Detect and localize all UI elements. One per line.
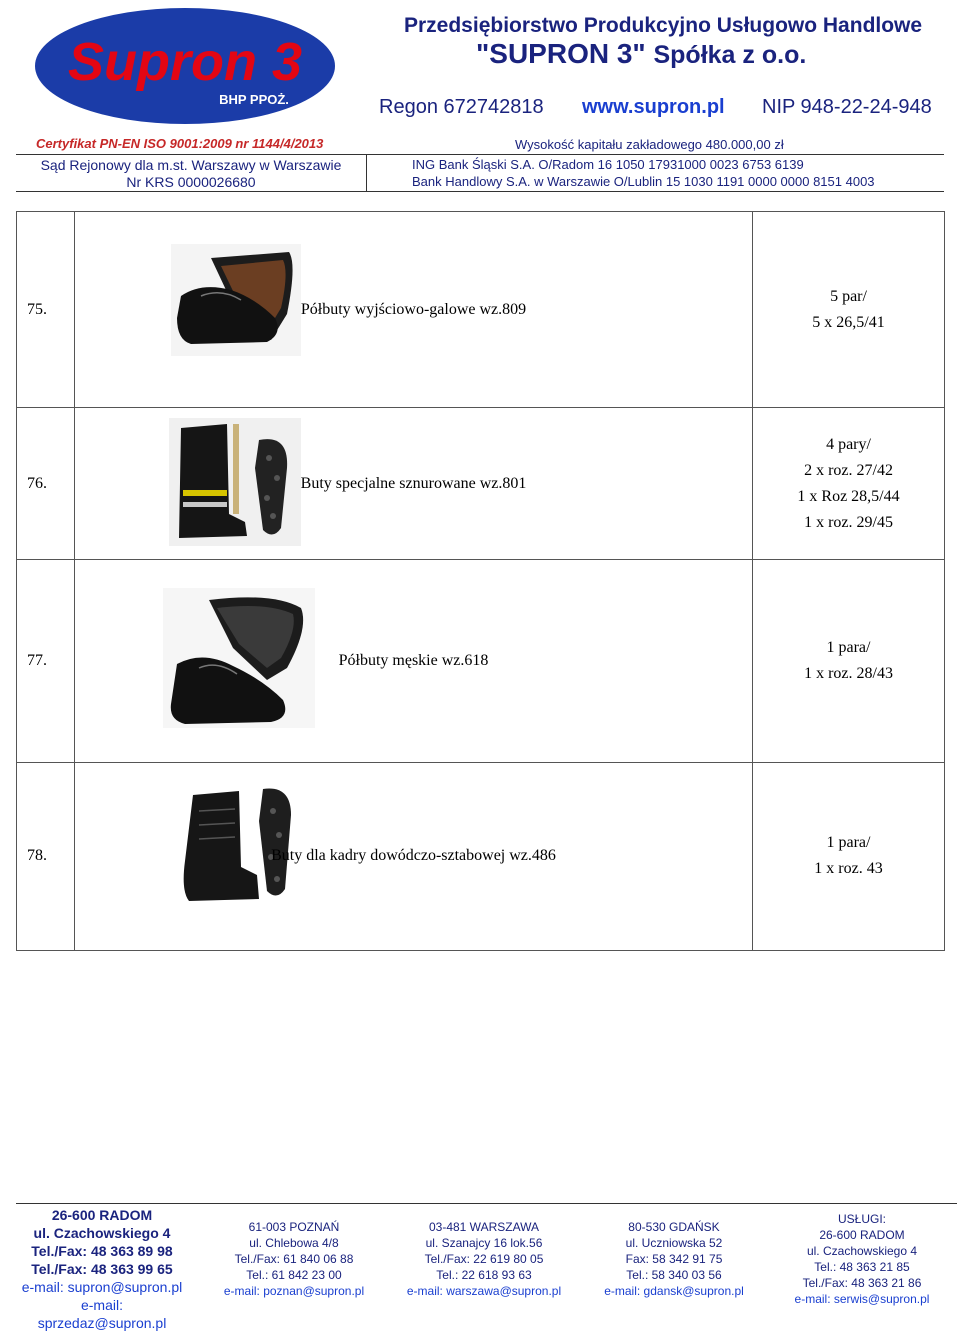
item-description: Buty dla kadry dowódczo-sztabowej wz.486 xyxy=(271,847,556,865)
item-description: Półbuty wyjściowo-galowe wz.809 xyxy=(300,300,527,318)
company-suffix: Spółka z o.o. xyxy=(653,41,807,69)
quantity-line: 5 par/ xyxy=(830,287,867,305)
footer-divider xyxy=(16,1203,957,1204)
product-table xyxy=(16,211,945,951)
footer-warszawa-phone1: Tel./Fax: 22 619 80 05 xyxy=(424,1252,544,1266)
table-row xyxy=(17,408,945,560)
nip-number: NIP 948-22-24-948 xyxy=(762,96,932,118)
footer-gdansk xyxy=(594,1219,754,1299)
header-divider-bottom xyxy=(16,191,944,192)
footer-warszawa-email[interactable]: e-mail: warszawa@supron.pl xyxy=(406,1284,562,1298)
item-number: 78. xyxy=(17,762,75,950)
header-divider-top xyxy=(16,154,944,155)
footer-poznan-phone2: Tel.: 61 842 23 00 xyxy=(246,1268,342,1282)
krs-number: Nr KRS 0000026680 xyxy=(126,174,256,190)
footer-poznan-email[interactable]: e-mail: poznan@supron.pl xyxy=(223,1284,365,1298)
website-link[interactable]: www.supron.pl xyxy=(582,96,725,118)
quantity-line: 1 x roz. 28/43 xyxy=(804,665,893,683)
footer-uslugi-phone1: Tel.: 48 363 21 85 xyxy=(814,1260,910,1274)
footer-gdansk-phone2: Tel.: 58 340 03 56 xyxy=(626,1268,722,1282)
footer-warszawa-city: 03-481 WARSZAWA xyxy=(428,1220,540,1234)
item-description: Półbuty męskie wz.618 xyxy=(338,652,489,670)
footer-gdansk-street: ul. Uczniowska 52 xyxy=(625,1236,723,1250)
share-capital: Wysokość kapitału zakładowego 480.000,00 zł xyxy=(515,137,784,152)
item-description-cell xyxy=(75,408,753,560)
footer-warszawa-street: ul. Szanajcy 16 lok.56 xyxy=(425,1236,543,1250)
footer-warszawa xyxy=(402,1219,566,1299)
item-quantity xyxy=(753,408,945,560)
court-registration: Sąd Rejonowy dla m.st. Warszawy w Warszawie xyxy=(40,157,342,173)
footer-poznan-phone1: Tel./Fax: 61 840 06 88 xyxy=(234,1252,354,1266)
footer-poznan-city: 61-003 POZNAŃ xyxy=(248,1220,340,1234)
quantity-line: 1 para/ xyxy=(826,834,871,852)
footer-radom-email2[interactable]: e-mail: sprzedaz@supron.pl xyxy=(37,1297,167,1331)
logo-text: Supron 3 xyxy=(67,32,303,92)
item-number: 75. xyxy=(17,212,75,408)
quantity-line: 4 pary/ xyxy=(826,435,871,453)
bank-account-ing: ING Bank Śląski S.A. O/Radom 16 1050 17931000 0023 6753 6139 xyxy=(412,157,804,172)
footer-radom-email1[interactable]: e-mail: supron@supron.pl xyxy=(21,1279,183,1295)
quantity-line: 5 x 26,5/41 xyxy=(812,313,885,331)
item-quantity xyxy=(753,560,945,762)
quantity-line: 2 x roz. 27/42 xyxy=(804,461,893,479)
company-brand: "SUPRON 3" xyxy=(476,38,646,69)
footer-poznan-street: ul. Chlebowa 4/8 xyxy=(249,1236,339,1250)
company-name-line1: Przedsiębiorstwo Produkcyjno Usługowo Handlowe xyxy=(404,14,923,37)
regon-number: Regon 672742818 xyxy=(379,96,544,118)
footer-uslugi-city: 26-600 RADOM xyxy=(819,1228,905,1242)
footer-warszawa-phone2: Tel.: 22 618 93 63 xyxy=(436,1268,532,1282)
footer-gdansk-city: 80-530 GDAŃSK xyxy=(628,1220,720,1234)
company-logo xyxy=(34,6,336,130)
officer-boot-icon xyxy=(179,781,301,905)
bank-account-handlowy: Bank Handlowy S.A. w Warszawie O/Lublin 15 1030 1191 0000 0000 8151 4003 xyxy=(412,174,875,189)
item-quantity xyxy=(753,212,945,408)
footer-radom-phone1: Tel./Fax: 48 363 89 98 xyxy=(31,1243,173,1259)
quantity-line: 1 x roz. 29/45 xyxy=(804,513,893,531)
footer-uslugi-phone2: Tel./Fax: 48 363 21 86 xyxy=(802,1276,922,1290)
logo-subtitle: BHP PPOŻ. xyxy=(219,92,289,107)
quantity-line: 1 x Roz 28,5/44 xyxy=(797,487,900,505)
table-row xyxy=(17,762,945,950)
footer-radom-phone2: Tel./Fax: 48 363 99 65 xyxy=(31,1261,173,1277)
table-row xyxy=(17,212,945,408)
footer-gdansk-phone1: Fax: 58 342 91 75 xyxy=(625,1252,723,1266)
quantity-line: 1 para/ xyxy=(826,639,871,657)
item-description-cell xyxy=(75,212,753,408)
quantity-line: 1 x roz. 43 xyxy=(814,860,883,878)
footer-uslugi xyxy=(782,1211,942,1307)
footer-radom xyxy=(16,1206,188,1332)
footer-gdansk-email[interactable]: e-mail: gdansk@supron.pl xyxy=(604,1284,744,1298)
item-number: 76. xyxy=(17,408,75,560)
footer-radom-street: ul. Czachowskiego 4 xyxy=(33,1225,171,1241)
footer-poznan xyxy=(214,1219,374,1299)
item-description: Buty specjalne sznurowane wz.801 xyxy=(300,474,527,492)
item-number: 77. xyxy=(17,560,75,762)
footer-radom-city: 26-600 RADOM xyxy=(51,1207,153,1223)
footer-uslugi-heading: USŁUGI: xyxy=(837,1212,886,1226)
header-divider-vertical xyxy=(366,154,367,191)
table-row xyxy=(17,560,945,762)
iso-certificate: Certyfikat PN-EN ISO 9001:2009 nr 1144/4/2013 xyxy=(36,136,324,151)
item-description-cell xyxy=(75,762,753,950)
company-name-line2 xyxy=(476,38,806,70)
item-quantity xyxy=(753,762,945,950)
item-description-cell xyxy=(75,560,753,762)
footer-uslugi-email[interactable]: e-mail: serwis@supron.pl xyxy=(794,1292,930,1306)
footer-uslugi-street: ul. Czachowskiego 4 xyxy=(806,1244,918,1258)
